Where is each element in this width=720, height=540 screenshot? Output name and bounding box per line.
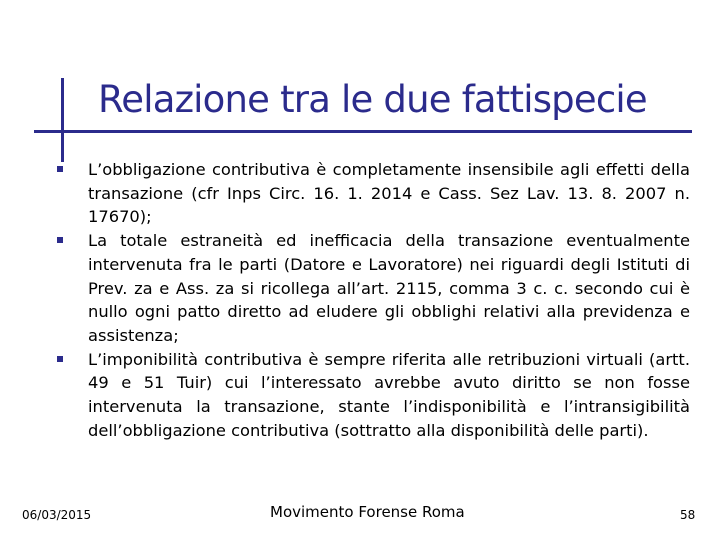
- footer-date: 06/03/2015: [22, 508, 92, 522]
- bullet-item: [52, 348, 690, 443]
- bullet-text: L’obbligazione contributiva è completamente insensibile agli effetti della transazione (cfr Inps Circ. 16. 1. 2014 e Cass. Sez Lav. 13. 8. 2007 n. 17670);: [88, 160, 690, 227]
- bullet-text: La totale estraneità ed inefficacia della transazione eventualmente intervenuta fra le parti (Datore e Lavoratore) nei riguardi degli Istituti di Prev. za e Ass. za si ricollega all’art. 2115, comma 3 c. c. secondo cui è nullo ogni patto diretto ad eludere gli obblighi relativi alla previdenza e assistenza;: [88, 231, 690, 345]
- square-bullet-icon: [57, 166, 63, 172]
- bullet-list: [52, 158, 690, 442]
- footer-organization: Movimento Forense Roma: [270, 503, 465, 521]
- bullet-item: [52, 158, 690, 229]
- slide-title: Relazione tra le due fattispecie: [98, 78, 647, 121]
- page-number: 58: [680, 508, 696, 522]
- title-vertical-rule: [61, 78, 64, 162]
- square-bullet-icon: [57, 237, 63, 243]
- bullet-text: L’imponibilità contributiva è sempre riferita alle retribuzioni virtuali (artt. 49 e 51 Tuir) cui l’interessato avrebbe avuto diritto se non fosse intervenuta la transazione, stante l’indisponibilità e l’intransigibilità dell’obbligazione contributiva (sottratto alla disponibilità delle parti).: [88, 349, 690, 440]
- square-bullet-icon: [57, 356, 63, 362]
- title-horizontal-rule: [34, 130, 692, 133]
- bullet-item: [52, 229, 690, 348]
